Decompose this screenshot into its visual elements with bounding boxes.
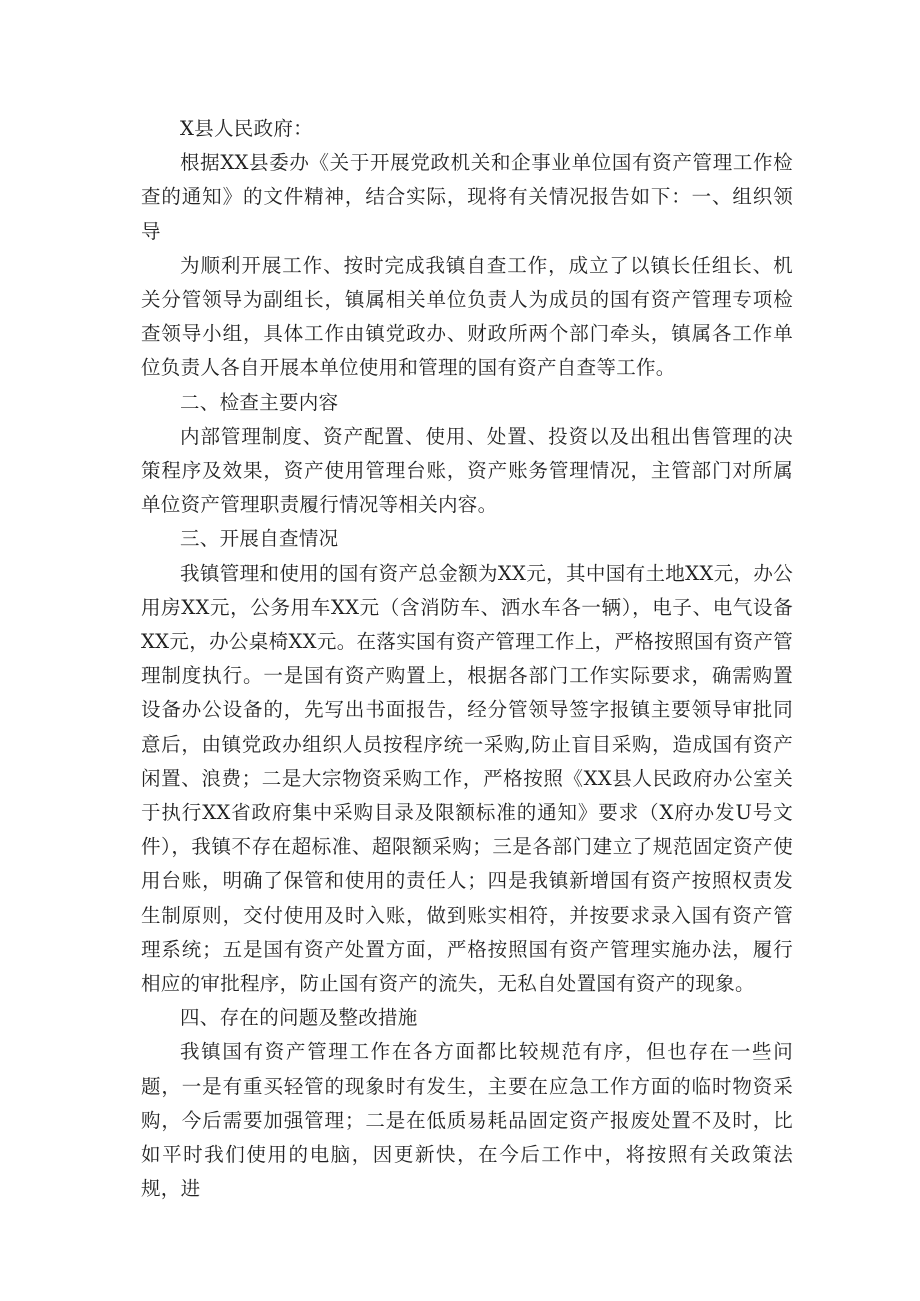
paragraph-check-content: 内部管理制度、资产配置、使用、处置、投资以及出租出售管理的决策程序及效果，资产使用管理台账，资产账务管理情况，主管部门对所属单位资产管理职责履行情况等相关内容。 [141, 424, 793, 517]
paragraph-organization: 为顺利开展工作、按时完成我镇自查工作，成立了以镇长任组长、机关分管领导为副组长，镇属相关单位负责人为成员的国有资产管理专项检查领导小组，具体工作由镇党政办、财政所两个部门牵头，镇属各工作单位负责人各自开展本单位使用和管理的国有资产自查等工作。 [141, 253, 793, 380]
heading-self-check: 三、开展自查情况 [180, 527, 339, 551]
heading-problems: 四、存在的问题及整改措施 [180, 1006, 418, 1030]
paragraph-problems: 我镇国有资产管理工作在各方面都比较规范有序，但也存在一些问题，一是有重买轻管的现象时有发生，主要在应急工作方面的临时物资采购，今后需要加强管理；二是在低质易耗品固定资产报废处置不及时，比如平时我们使用的电脑，因更新快，在今后工作中，将按照有关政策法规，进 [141, 1040, 793, 1201]
paragraph-intro: 根据XX县委办《关于开展党政机关和企事业单位国有资产管理工作检查的通知》的文件精神，结合实际，现将有关情况报告如下：一、组织领导 [141, 151, 793, 243]
heading-check-content: 二、检查主要内容 [180, 390, 339, 414]
salutation: X县人民政府： [180, 117, 313, 140]
paragraph-self-check: 我镇管理和使用的国有资产总金额为XX元，其中国有土地XX元，办公用房XX元，公务用车XX元（含消防车、洒水车各一辆），电子、电气设备XX元，办公桌椅XX元。在落实国有资产管理工作上，严格按照国有资产管理制度执行。一是国有资产购置上，根据各部门工作实际要求，确需购置设备办公设备的，先写出书面报告，经分管领导签字报镇主要领导审批同意后，由镇党政办组织人员按程序统一采购,防止盲目采购，造成国有资产闲置、浪费；二是大宗物资采购工作，严格按照《XX县人民政府办公室关于执行XX省政府集中采购目录及限额标准的通知》要求（X府办发U号文件），我镇不存在超标准、超限额采购；三是各部门建立了规范固定资产使用台账，明确了保管和使用的责任人；四是我镇新增国有资产按照权责发生制原则，交付使用及时入账，做到账实相符，并按要求录入国有资产管理系统；五是国有资产处置方面，严格按照国有资产管理实施办法，履行相应的审批程序，防止国有资产的流失，无私自处置国有资产的现象。 [141, 561, 793, 996]
document-body [141, 112, 793, 1207]
